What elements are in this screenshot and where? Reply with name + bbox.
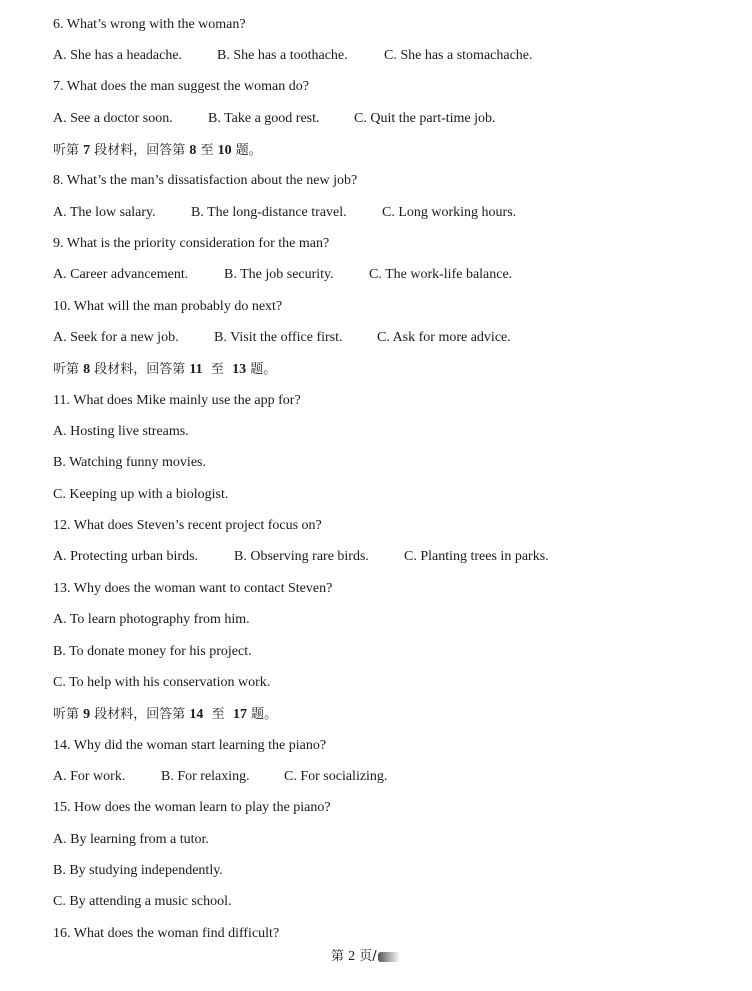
question-11-option-a: A. Hosting live streams. xyxy=(53,424,189,439)
option-c: C. Ask for more advice. xyxy=(377,330,511,345)
question-10-stem: 10. What will the man probably do next? xyxy=(53,299,283,314)
question-16-stem: 16. What does the woman find difficult? xyxy=(53,926,280,941)
question-7-stem: 7. What does the man suggest the woman do? xyxy=(53,79,309,94)
option-c: C. She has a stomachache. xyxy=(384,48,533,63)
question-12-stem: 12. What does Steven’s recent project focus on? xyxy=(53,518,322,533)
option-b: B. The job security. xyxy=(224,267,334,282)
smudge-mark xyxy=(378,952,400,962)
option-b: B. She has a toothache. xyxy=(217,48,348,63)
question-9-stem: 9. What is the priority consideration for the man? xyxy=(53,236,330,251)
option-a: A. She has a headache. xyxy=(53,48,183,63)
question-15-stem: 15. How does the woman learn to play the piano? xyxy=(53,800,331,815)
question-8-stem: 8. What’s the man’s dissatisfaction about the new job? xyxy=(53,173,358,188)
question-13-option-b: B. To donate money for his project. xyxy=(53,644,252,659)
section-heading-8: 听第 8 段材料，回答第 11 至 13 题。 xyxy=(53,362,277,377)
question-13-option-c: C. To help with his conservation work. xyxy=(53,675,271,690)
option-b: B. Visit the office first. xyxy=(214,330,343,345)
option-a: A. Career advancement. xyxy=(53,267,189,282)
question-15-option-c: C. By attending a music school. xyxy=(53,894,232,909)
option-a: A. Protecting urban birds. xyxy=(53,549,199,564)
option-c: C. Quit the part-time job. xyxy=(354,111,496,126)
question-13-stem: 13. Why does the woman want to contact Steven? xyxy=(53,581,333,596)
question-6-stem: 6. What’s wrong with the woman? xyxy=(53,17,246,32)
option-c: C. For socializing. xyxy=(284,769,388,784)
section-heading-9: 听第 9 段材料，回答第 14 至 17 题。 xyxy=(53,707,278,722)
option-c: C. Long working hours. xyxy=(382,205,517,220)
question-11-option-c: C. Keeping up with a biologist. xyxy=(53,487,229,502)
option-a: A. For work. xyxy=(53,769,126,784)
option-c: C. The work-life balance. xyxy=(369,267,513,282)
option-c: C. Planting trees in parks. xyxy=(404,549,549,564)
option-a: A. Seek for a new job. xyxy=(53,330,179,345)
question-13-option-a: A. To learn photography from him. xyxy=(53,612,250,627)
section-heading-7: 听第 7 段材料，回答第 8 至 10 题。 xyxy=(53,143,262,158)
question-15-option-a: A. By learning from a tutor. xyxy=(53,832,209,847)
option-b: B. Observing rare birds. xyxy=(234,549,369,564)
page-footer: 第 2 页/ xyxy=(331,948,400,966)
question-11-option-b: B. Watching funny movies. xyxy=(53,455,206,470)
question-15-option-b: B. By studying independently. xyxy=(53,863,223,878)
question-11-stem: 11. What does Mike mainly use the app for? xyxy=(53,393,301,408)
option-b: B. Take a good rest. xyxy=(208,111,320,126)
option-a: A. The low salary. xyxy=(53,205,156,220)
question-14-stem: 14. Why did the woman start learning the piano? xyxy=(53,738,327,753)
option-b: B. The long-distance travel. xyxy=(191,205,347,220)
option-a: A. See a doctor soon. xyxy=(53,111,173,126)
option-b: B. For relaxing. xyxy=(161,769,250,784)
